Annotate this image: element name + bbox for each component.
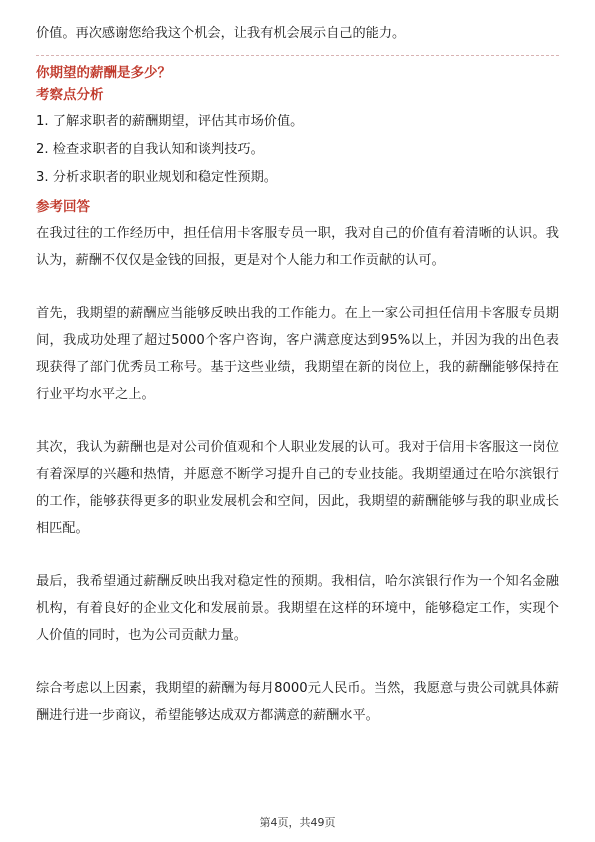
analysis-title: 考察点分析 — [36, 87, 104, 103]
section-divider — [36, 55, 559, 56]
answer-paragraph: 最后，我希望通过薪酬反映出我对稳定性的预期。我相信，哈尔滨银行作为一个知名金融机构，有着良好的企业文化和发展前景。我期望在这样的环境中，能够稳定工作，实现个人价值的同时，也为公司贡献力量。 — [36, 574, 559, 643]
analysis-points-list — [36, 108, 559, 192]
paragraph-gap — [36, 542, 559, 568]
answer-paragraph: 在我过往的工作经历中，担任信用卡客服专员一职，我对自己的价值有着清晰的认识。我认为，薪酬不仅仅是金钱的回报，更是对个人能力和工作贡献的认可。 — [36, 226, 559, 268]
answer-paragraph: 综合考虑以上因素，我期望的薪酬为每月8000元人民币。当然，我愿意与贵公司就具体薪酬进行进一步商议，希望能够达成双方都满意的薪酬水平。 — [36, 681, 559, 723]
answer-paragraph: 首先，我期望的薪酬应当能够反映出我的工作能力。在上一家公司担任信用卡客服专员期间，我成功处理了超过5000个客户咨询，客户满意度达到95%以上，并因为我的出色表现获得了部门优秀员工称号。基于这些业绩，我期望在新的岗位上，我的薪酬能够保持在行业平均水平之上。 — [36, 306, 559, 402]
paragraph-gap — [36, 649, 559, 675]
analysis-point: 2. 检查求职者的自我认知和谈判技巧。 — [36, 142, 264, 157]
intro-paragraph-tail: 价值。再次感谢您给我这个机会，让我有机会展示自己的能力。 — [36, 26, 406, 41]
analysis-point: 3. 分析求职者的职业规划和稳定性预期。 — [36, 170, 277, 185]
answer-paragraph: 其次，我认为薪酬也是对公司价值观和个人职业发展的认可。我对于信用卡客服这一岗位有着深厚的兴趣和热情，并愿意不断学习提升自己的专业技能。我期望通过在哈尔滨银行的工作，能够获得更多的职业发展机会和空间，因此，我期望的薪酬能够与我的职业成长相匹配。 — [36, 440, 559, 536]
page-content — [36, 20, 559, 729]
answer-title: 参考回答 — [36, 199, 90, 215]
question-heading: 你期望的薪酬是多少？ — [36, 65, 171, 81]
paragraph-gap — [36, 274, 559, 300]
paragraph-gap — [36, 408, 559, 434]
analysis-point: 1. 了解求职者的薪酬期望，评估其市场价值。 — [36, 114, 304, 129]
page-number-footer: 第4页，共49页 — [259, 816, 336, 829]
